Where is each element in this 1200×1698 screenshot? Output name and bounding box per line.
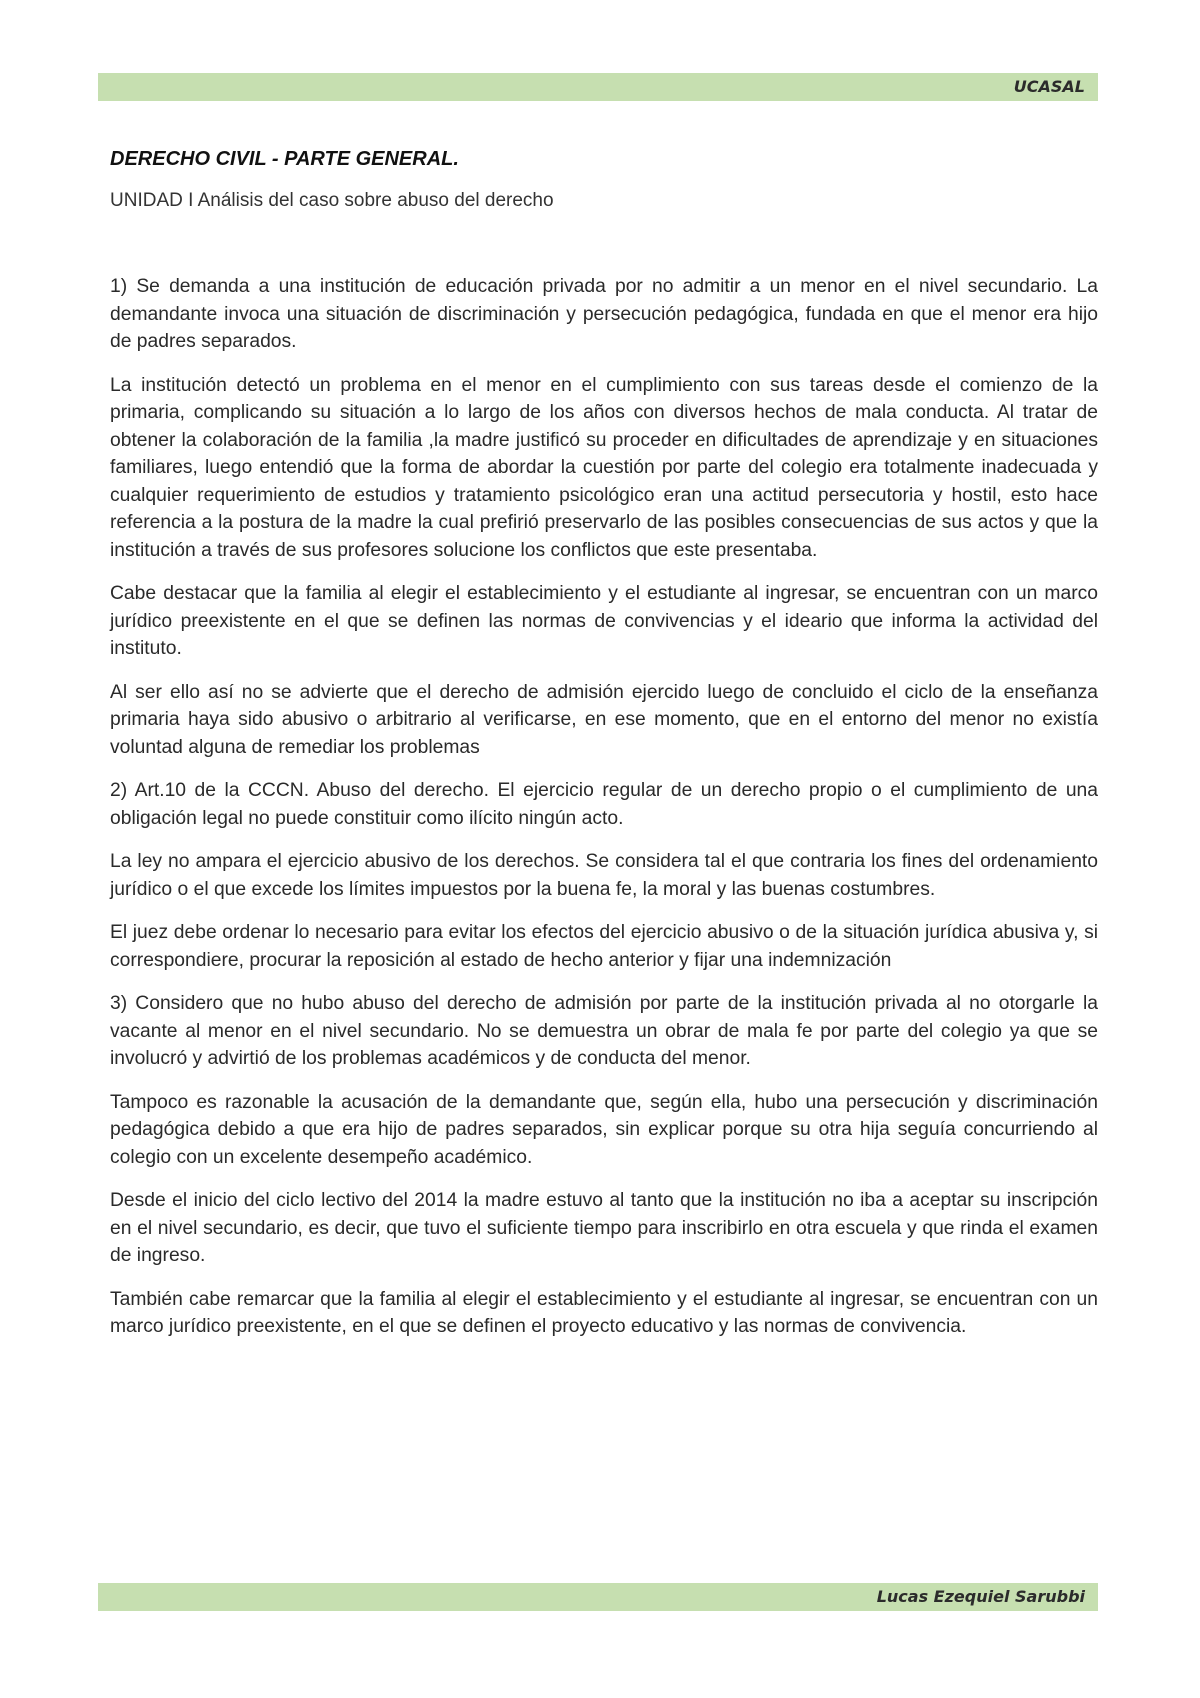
header-institution: UCASAL: [1013, 77, 1085, 96]
document-body: [110, 145, 1098, 1357]
paragraph: La institución detectó un problema en el menor en el cumplimiento con sus tareas desde el comienzo de la primaria, complicando su situación a lo largo de los años con diversos hechos de mala conducta. Al tratar de obtener la colaboración de la familia ,la madre justificó su proceder en dificultades de aprendizaje y en situaciones familiares, luego entendió que la forma de abordar la cuestión por parte del colegio era totalmente inadecuada y cualquier requerimiento de estudios y tratamiento psicológico eran una actitud persecutoria y hostil, esto hace referencia a la postura de la madre la cual prefirió preservarlo de las posibles consecuencias de sus actos y que la institución a través de sus profesores solucione los conflictos que este presentaba.: [110, 374, 1098, 561]
paragraph: La ley no ampara el ejercicio abusivo de los derechos. Se considera tal el que contraria los fines del ordenamiento jurídico o el que excede los límites impuestos por la buena fe, la moral y las buenas costumbres.: [110, 851, 1098, 900]
footer-band: [98, 1583, 1098, 1611]
paragraph: El juez debe ordenar lo necesario para evitar los efectos del ejercicio abusivo o de la situación jurídica abusiva y, si correspondiere, procurar la reposición al estado de hecho anterior y fijar una indemnización: [110, 922, 1098, 971]
paragraph: 2) Art.10 de la CCCN. Abuso del derecho. El ejercicio regular de un derecho propio o el cumplimiento de una obligación legal no puede constituir como ilícito ningún acto.: [110, 780, 1098, 829]
paragraph: Tampoco es razonable la acusación de la demandante que, según ella, hubo una persecución y discriminación pedagógica debido a que era hijo de padres separados, sin explicar porque su otra hija seguía concurriendo al colegio con un excelente desempeño académico.: [110, 1091, 1098, 1168]
paragraph: Al ser ello así no se advierte que el derecho de admisión ejercido luego de concluido el ciclo de la enseñanza primaria haya sido abusivo o arbitrario al verificarse, en ese momento, que en el entorno del menor no existía voluntad alguna de remediar los problemas: [110, 681, 1098, 758]
paragraph-list: [110, 273, 1098, 1341]
document-subtitle: UNIDAD I Análisis del caso sobre abuso del derecho: [110, 190, 554, 211]
footer-author: Lucas Ezequiel Sarubbi: [876, 1587, 1085, 1606]
paragraph: 1) Se demanda a una institución de educación privada por no admitir a un menor en el nivel secundario. La demandante invoca una situación de discriminación y persecución pedagógica, fundada en que el menor era hijo de padres separados.: [110, 276, 1098, 352]
paragraph: 3) Considero que no hubo abuso del derecho de admisión por parte de la institución privada al no otorgarle la vacante al menor en el nivel secundario. No se demuestra un obrar de mala fe por parte del colegio ya que se involucró y advirtió de los problemas académicos y de conducta del menor.: [110, 993, 1098, 1069]
paragraph: Desde el inicio del ciclo lectivo del 2014 la madre estuvo al tanto que la institución no iba a aceptar su inscripción en el nivel secundario, es decir, que tuvo el suficiente tiempo para inscribirlo en otra escuela y que rinda el examen de ingreso.: [110, 1190, 1098, 1266]
document-title: DERECHO CIVIL - PARTE GENERAL.: [110, 148, 459, 170]
header-band: [98, 73, 1098, 101]
paragraph: Cabe destacar que la familia al elegir el establecimiento y el estudiante al ingresar, se encuentran con un marco jurídico preexistente en el que se definen las normas de convivencias y el ideario que informa la actividad del instituto.: [110, 583, 1098, 659]
paragraph: También cabe remarcar que la familia al elegir el establecimiento y el estudiante al ingresar, se encuentran con un marco jurídico preexistente, en el que se definen el proyecto educativo y las normas de convivencia.: [110, 1288, 1098, 1337]
